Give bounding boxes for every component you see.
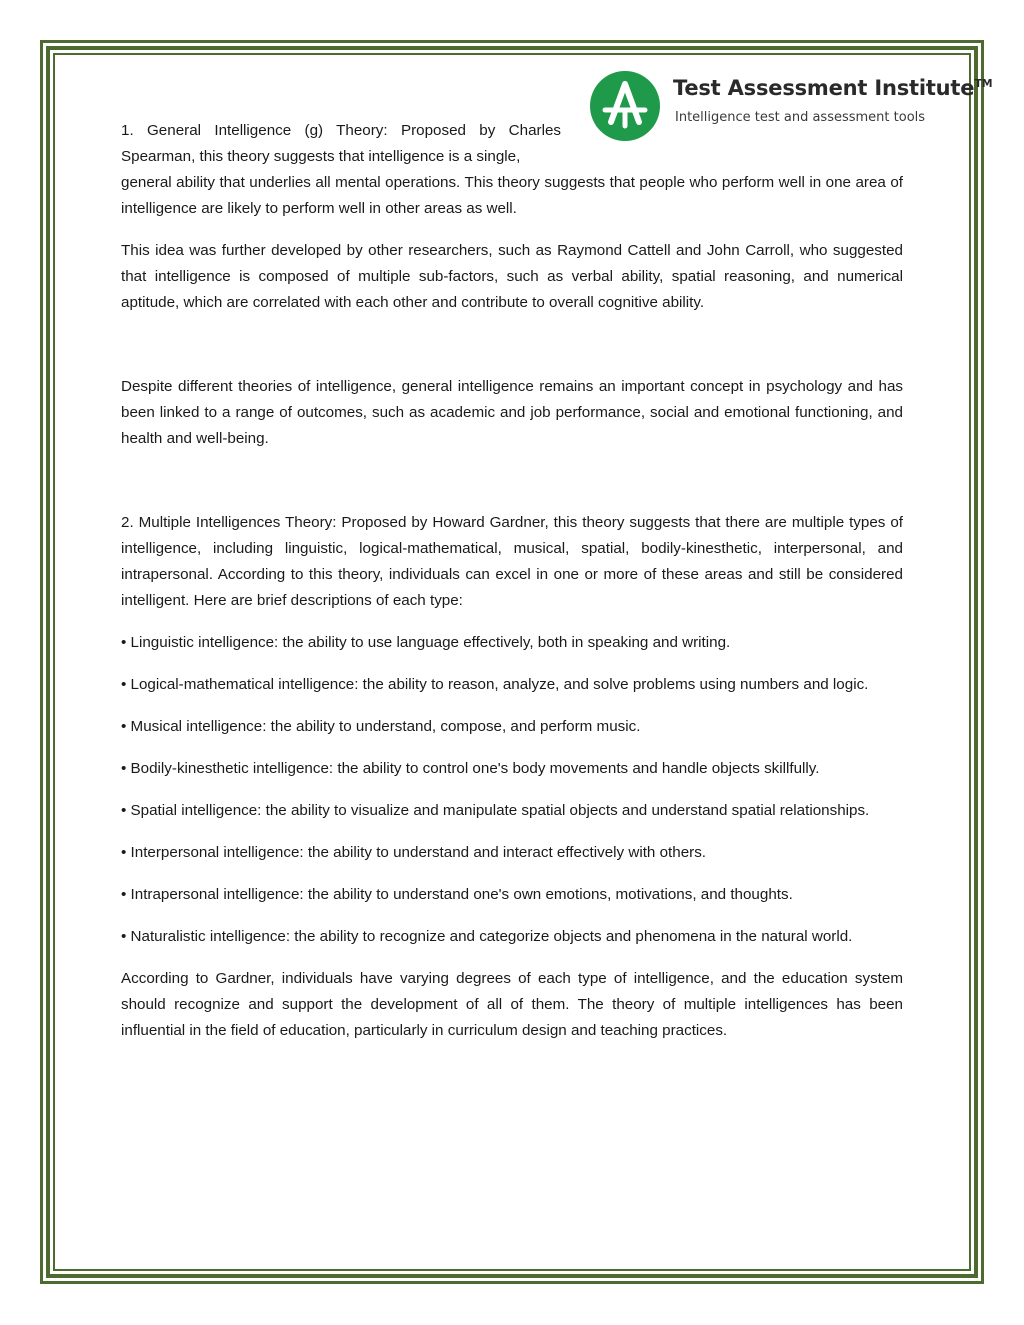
bullet-bodily-kinesthetic: • Bodily-kinesthetic intelligence: the ability to control one's body movements and handle objects skillfully. (121, 760, 820, 777)
section1-paragraph-3: Despite different theories of intelligence, general intelligence remains an important concept in psychology and has been linked to a range of outcomes, such as academic and job performance, social and emotional functioning, and health and well-being. (121, 378, 903, 447)
bullet-interpersonal: • Interpersonal intelligence: the ability to understand and interact effectively with others. (121, 844, 707, 861)
logo-trademark: TM (974, 77, 993, 90)
document-body (121, 118, 903, 1060)
bullet-logical-mathematical: • Logical-mathematical intelligence: the ability to reason, analyze, and solve problems using numbers and logic. (121, 676, 869, 693)
bullet-intrapersonal: • Intrapersonal intelligence: the ability to understand one's own emotions, motivations, and thoughts. (121, 886, 793, 903)
logo-title: Test Assessment Institute™ (673, 76, 993, 100)
bullet-naturalistic: • Naturalistic intelligence: the ability to recognize and categorize objects and phenomena in the natural world. (121, 928, 853, 945)
section2-intro: 2. Multiple Intelligences Theory: Proposed by Howard Gardner, this theory suggests that there are multiple types of intelligence, including linguistic, logical-mathematical, musical, spatial, bodily-kinesthetic, interpersonal, and intrapersonal. According to this theory, individuals can excel in one or more of these areas and still be considered intelligent. Here are brief descriptions of each type: (121, 514, 903, 609)
logo-subtitle: Intelligence test and assessment tools (675, 110, 926, 125)
section1-intro-b: general ability that underlies all mental operations. This theory suggests that people who perform well in one area of intelligence are likely to perform well in other areas as well. (121, 174, 903, 217)
bullet-linguistic: • Linguistic intelligence: the ability to use language effectively, both in speaking and writing. (121, 634, 731, 651)
section1-intro-a: 1. General Intelligence (g) Theory: Proposed by Charles Spearman, this theory suggests that intelligence is a single, (121, 122, 561, 165)
bullet-spatial: • Spatial intelligence: the ability to visualize and manipulate spatial objects and understand spatial relationships. (121, 802, 870, 819)
bullet-musical: • Musical intelligence: the ability to understand, compose, and perform music. (121, 718, 641, 735)
section1-paragraph-2: This idea was further developed by other researchers, such as Raymond Cattell and John Carroll, who suggested that intelligence is composed of multiple sub-factors, such as verbal ability, spatial reasoning, and numerical aptitude, which are correlated with each other and contribute to overall cognitive ability. (121, 242, 903, 311)
section2-conclusion: According to Gardner, individuals have varying degrees of each type of intelligence, and the education system should recognize and support the development of all of them. The theory of multiple intelligences has been influential in the field of education, particularly in curriculum design and teaching practices. (121, 970, 903, 1039)
